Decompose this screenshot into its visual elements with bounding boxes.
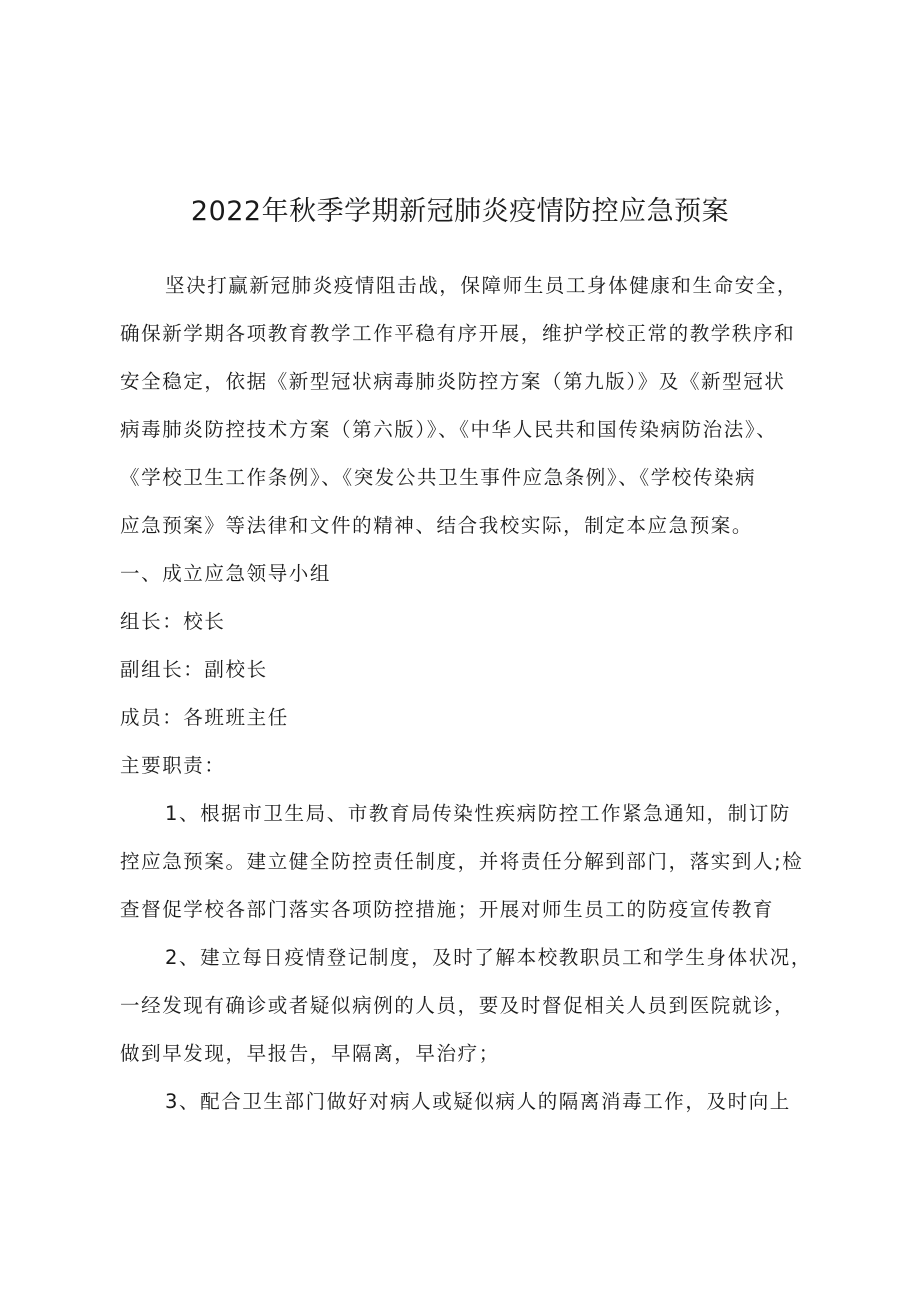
intro-line: 安全稳定，依据《新型冠状病毒肺炎防控方案（第九版）》及《新型冠状 [120,370,786,393]
members-line: 成员：各班班主任 [120,706,289,729]
intro-line: 确保新学期各项教育教学工作平稳有序开展，维护学校正常的教学秩序和 [120,322,796,345]
intro-line: 坚决打赢新冠肺炎疫情阻击战，保障师生员工身体健康和生命安全， [165,274,799,297]
duty-item-2 [120,934,820,1078]
duty-line: 一经发现有确诊或者疑似病例的人员，要及时督促相关人员到医院就诊， [120,994,796,1017]
intro-line: 《学校卫生工作条例》、《突发公共卫生事件应急条例》、《学校传染病 [120,466,757,489]
duty-item-1 [120,790,820,934]
duty-line: 1、根据市卫生局、市教育局传染性疾病防控工作紧急通知，制订防 [165,802,791,825]
duty-line: 2、建立每日疫情登记制度，及时了解本校教职员工和学生身体状况， [165,946,813,969]
intro-paragraph [120,262,820,550]
intro-line: 应急预案》等法律和文件的精神、结合我校实际，制定本应急预案。 [120,514,754,537]
deputy-leader-line: 副组长：副校长 [120,658,268,681]
duties-heading: 主要职责： [120,754,226,777]
intro-line: 病毒肺炎防控技术方案（第六版）》、《中华人民共和国传染病防治法》、 [120,418,778,441]
duty-line: 做到早发现，早报告，早隔离，早治疗； [120,1042,500,1065]
document-title: 2022年秋季学期新冠肺炎疫情防控应急预案 [190,196,730,227]
section-leadership [120,550,820,790]
duty-item-3 [120,1078,820,1126]
duty-line: 控应急预案。建立健全防控责任制度，并将责任分解到部门，落实到人;检 [120,850,804,873]
leader-line: 组长：校长 [120,610,226,633]
duty-line: 3、配合卫生部门做好对病人或疑似病人的隔离消毒工作，及时向上 [165,1090,791,1113]
section-heading: 一、成立应急领导小组 [120,562,332,585]
duty-line: 查督促学校各部门落实各项防控措施；开展对师生员工的防疫宣传教育 [120,898,775,921]
